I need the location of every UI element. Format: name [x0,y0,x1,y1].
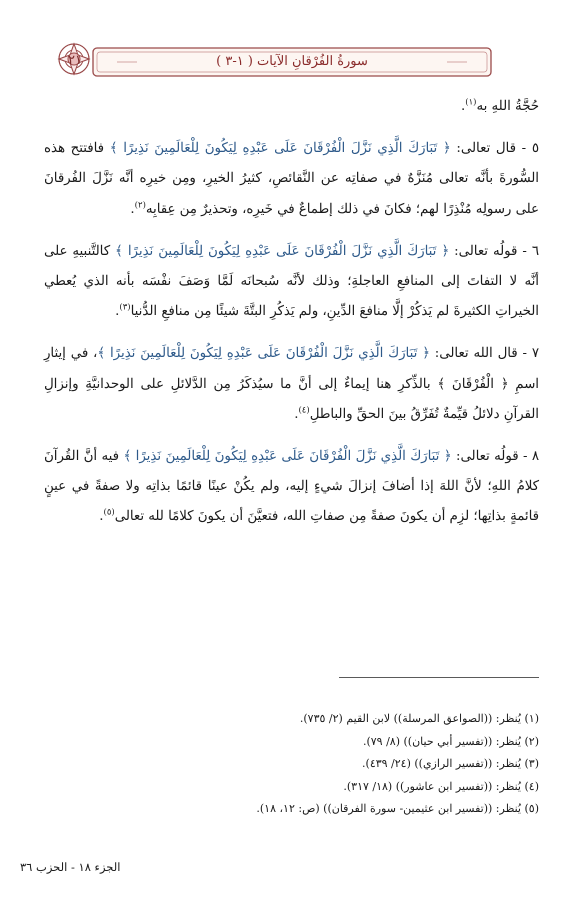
paragraph-end: . [130,201,135,217]
paragraph-6 [44,237,539,328]
paragraph-text: فيه أنَّ القُرآنَ كلامُ اللهِ؛ لأنَّ اللهَ إذا أضافَ إنزالَ شيءٍ إليه، ولم يكُنْ عينًا قائمًا بذاتِه ولا صفةً في عينٍ قائمةٍ بذاتِها؛ لزِم أن يكونَ صفةً مِن صفاتِ الله، فتعيَّنَ أن يكونَ كلامًا لله تعالى [44,449,539,525]
footnote-divider [339,677,539,678]
paragraph-5 [44,134,539,225]
paragraph-text: كالتَّنبيهِ على أنَّه لا التفاتَ إلى المنافعِ العاجلةِ؛ وذلك لأنَّه سُبحانَه لَمَّا وَصَفَ نفْسَه بأنه الذي يُعطي الخيراتِ الكثيرةَ لم يَذكُرْ إلَّا منافعَ الدِّينِ، ولم يَذكُرِ البتَّةَ شيئًا مِن منافعِ الدُّنيا [44,243,539,320]
paragraph-end: . [461,99,466,114]
paragraph-lead: ٥ - قال تعالى: [450,141,539,157]
paragraph-text: ، في إيثارِ اسمِ ﴿ الْفُرْقَانَ ﴾ بالذِّكرِ هنا إيماءٌ إلى أنَّ ما سيُذكَرُ مِن الدَّلائلِ على الوحدانيَّةِ وإنزالِ القرآنِ دلائلُ قيِّمةٌ تُفَرِّقُ بينَ الحقِّ والباطلِ [44,346,539,422]
quran-verse: ﴿ تَبَارَكَ الَّذِي نَزَّلَ الْفُرْقَانَ عَلَى عَبْدِهِ لِيَكُونَ لِلْعَالَمِينَ نَذِيرًا ﴾ [109,141,451,157]
footnote-3: (٣) يُنظر: ((تفسير الرازي)) (٢٤/ ٤٣٩). [362,757,539,770]
quran-verse: ﴿ تَبَارَكَ الَّذِي نَزَّلَ الْفُرْقَانَ عَلَى عَبْدِهِ لِيَكُونَ لِلْعَالَمِينَ نَذِيرًا ﴾ [115,243,450,259]
paragraph-end: . [99,509,104,525]
footnote-4: (٤) يُنظر: ((تفسير ابن عاشور)) (١٨/ ٣١٧). [343,779,539,793]
footnote-ref[interactable]: (٢) [134,200,146,211]
quran-verse: ﴿ تَبَارَكَ الَّذِي نَزَّلَ الْفُرْقَانَ عَلَى عَبْدِهِ لِيَكُونَ لِلْعَالَمِينَ نَذِيرًا ﴾ [97,346,430,362]
page-footer: الجزء ١٨ - الحزب ٣٦ [20,860,121,874]
footnote-5: (٥) يُنظر: ((تفسير ابن عثيمين- سورة الفرقان)) (ص: ١٢، ١٨). [256,802,539,815]
paragraph-end: . [115,304,120,320]
footnote-ref[interactable]: (٤) [298,405,310,416]
paragraph-lead: ٦ - قولُه تعالى: [449,243,539,259]
paragraph-8 [44,442,539,533]
paragraph-continuation [44,92,539,122]
footnote-ref[interactable]: (٣) [119,302,131,313]
surah-title: سورةُ الفُرْقانِ الآيات ( ١-٣ ) [216,54,368,69]
paragraph-lead: ٨ - قولُه تعالى: [451,449,540,465]
page-number: ٢١ [68,53,82,68]
main-text [44,92,539,533]
quran-verse: ﴿ تَبَارَكَ الَّذِي نَزَّلَ الْفُرْقَانَ عَلَى عَبْدِهِ لِيَكُونَ لِلْعَالَمِينَ نَذِيرًا ﴾ [123,449,452,465]
footnotes [44,708,539,821]
footnote-ref[interactable]: (٥) [103,508,115,519]
paragraph-text: حُجَّةُ اللهِ به [476,99,539,114]
paragraph-text: فافتتح هذه السُّورةَ بأنَّه تعالى مُنَزَّهٌ في صفاتِه عن النَّقائصِ، كثيرُ الخيرِ، ومِن خيرِه أنَّه نَزَّلَ الفُرقانَ على رسولِه مُنْذِرًا لهم؛ فكانَ في ذلك إطماعٌ في خَيرِه، وتحذيرٌ مِن عِقابِه [44,141,539,217]
paragraph-7 [44,339,539,430]
footnote-ref[interactable]: (١) [465,97,477,108]
paragraph-lead: ٧ - قال الله تعالى: [429,346,539,362]
footnote-2: (٢) يُنظر: ((تفسير أبي حيان)) (٨/ ٧٩). [362,734,539,748]
footnote-1: (١) يُنظر: ((الصواعق المرسلة)) لابن القيم (٢/ ٧٣٥). [299,712,539,725]
paragraph-end: . [294,406,299,422]
page-header [57,42,527,82]
